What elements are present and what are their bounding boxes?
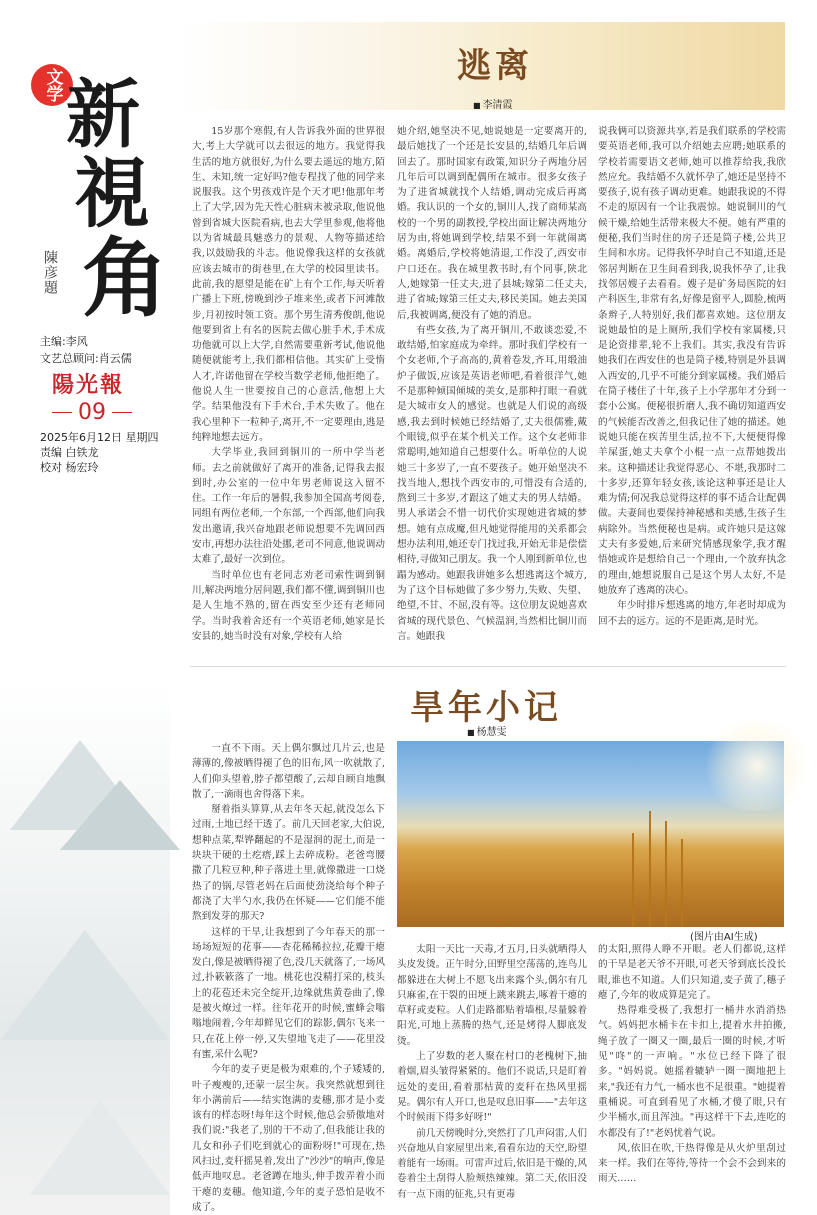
article1-byline: ■ 李清霞: [473, 96, 513, 111]
wheat-field-photo: [397, 741, 784, 927]
proofreader-line: 校对 杨宏玲: [40, 461, 99, 474]
paragraph: 的太阳,照得人睁不开眼。老人们都说,这样的干旱是老天爷不开眼,可老天爷到底长没长眼,谁也不知道。人们只知道,麦子黄了,穗子瘪了,今年的收成算是完了。: [598, 944, 786, 1001]
article1-column-3: [598, 124, 786, 662]
article1-column-1: [192, 124, 385, 662]
calligrapher-signature: 陳彦題: [42, 250, 58, 295]
paragraph: 掰着指头算算,从去年冬天起,就没怎么下过雨,土地已经干透了。前几天回老家,大伯说,想种点菜,犁铧翻起的不是湿润的泥土,而是一块块干硬的土疙瘩,踩上去碎成粉。老爸弯腰撒了几粒豆种,种子落进土里,就像撒进一口烧热了的锅,尽管老妈在后面使劲浇给每个种子都浇了大半勺水,我仍在怀疑——它们能不能熬到发芽的那天?: [192, 804, 385, 923]
article2-column-2: [397, 942, 587, 1200]
literature-stamp: 文学: [31, 64, 73, 106]
paragraph: 她介绍,她坚决不见,她说她是一定要离开的,最后她找了一个还是长安县的,结婚几年后调回去了。那时国家有政策,知识分子两地分居几年后可以调到配偶所在城市。很多女孩子为了进省城就找个人结婚,调动完成后再离婚。我认识的一个女的,铜川人,找了商师某高校的一个男的副教授,学校出面让解决两地分居为由,将她调到学校,结果不到一年就闹离婚。离婚后,学校将她清退,工作没了,西安市户口还在。我在城里教书时,有个同事,陕北人,她嫁第一任丈夫,进了县城;嫁第二任丈夫,进了省城;嫁第三任丈夫,移民美国。她去美国后,我被调离,便没有了她的消息。: [397, 126, 587, 321]
article2-column-3: [598, 942, 786, 1193]
masthead-credits: [40, 333, 132, 367]
article2-column-1: [192, 741, 385, 1213]
paragraph: 风,依旧在吹,干热得像是从火炉里刮过来一样。我们在等待,等待一个会不会到来的雨天……: [598, 1142, 786, 1185]
paragraph: 今年的麦子更是极为艰难的,个子矮矮的,叶子瘦瘦的,还蒙一层尘灰。我突然就想到往年小满前后——结实饱满的麦穗,那才是小麦该有的样态呀!每年这个时候,他总会骄傲地对我们说:"我老了,别的干不动了,但我能让我的儿女和孙子们吃到就心的面粉呀!"可现在,热风扫过,麦秆摇晃着,发出了"沙沙"的响声,像是低声地叹息。老爸蹲在地头,伸手拨弄着小而干瘪的麦穗。他知道,今年的麦子恐怕是收不成了。: [192, 1064, 385, 1213]
paper-logo: 陽光報: [52, 372, 125, 398]
paragraph: 说我俩可以资源共享,若是我们联系的学校需要英语老师,我可以介绍她去应聘;她联系的学校若需要语文老师,她可以推荐给我,我欣然应允。我结婚不久就怀孕了,她还是坚持不要孩子,说有孩子调动更难。她跟我说的不得不走的原因有一个让我震惊。她说铜川的气候干燥,给她生活带来极大不便。她有严重的便秘,我们当时住的房子还是筒子楼,公共卫生间和水房。记得我怀孕时自己不知道,还是邻居判断在卫生间看到我,说我怀孕了,让我找邻居嫂子去看看。嫂子是矿务局医院的妇产科医生,非常有名,好像是窗平人,圆脸,梳两条辫子,人特别好,我们都喜欢她。这位朋友说她最怕的是上厕所,我们学校有家属楼,只是论资排辈,轮不上我们。其实,我没有告诉她我们在西安住的也是筒子楼,特别是外县调入西安的,几乎不可能分到家属楼。我们婚后在筒子楼住了十年,孩子上小学那年才分到一套小公寓。便秘很折磨人,我不确切知道西安的气候能否改善之,但我记住了她的描述。她说她只能在疾苦里生活,拉不下,大便便得像羊屎蛋,她丈夫拿个小棍一点一点帮她拨出来。这种描述让我觉得恶心、不堪,我那时二十多岁,还算年轻女孩,该论这种事还是让人难为情;何况我总觉得这样的事不适合让配偶做。夫妻间也要保持神秘感和美感,生孩子生病除外。当然便秘也是病。或许她只是这嫁丈夫有多爱她,后来研究情感现象学,我才醒悟她或许是想给自己一个理由,一个放弃执念的理由,她想说服自己是这个男人太好,不是她放弃了逃离的决心。: [598, 126, 786, 596]
page-number: [52, 400, 132, 425]
paragraph: 热得难受极了,我想打一桶井水消消热气。妈妈把水桶卡在卡扣上,提着水井拍搬,绳子放了一圈又一圈,最后一圈的时候,才听见"咚"的一声响。"水位已经下降了很多。"妈妈说。她摇着辘轳一圈一圈地把上来,"我还有力气,一桶水也不足很重。"她提着重桶说。可直到看见了水桶,才傻了眼,只有少半桶水,而且浑浊。"再这样干下去,连吃的水都没有了!"老妈忧着气说。: [598, 1005, 786, 1139]
masthead-char-1: 新: [66, 72, 140, 158]
duty-editor-line: 责编 白铁龙: [40, 446, 99, 459]
date-line: 2025年6月12日 星期四: [40, 431, 159, 444]
masthead-char-3: 角: [82, 228, 168, 329]
page-number-text: 09: [78, 400, 106, 425]
paragraph: 有些女孩,为了离开铜川,不敢谈恋爱,不敢结婚,怕家庭成为牵绊。那时我们学校有一个女老师,个子高高的,黄着卷发,齐耳,用缎油炉子做饭,应该是英语老师吧,看着很洋气,她不是那种倾国倾城的美女,是那种打眼一看就是大城市女人的感觉。也就是人们说的高级感,我去到时候她已经结婚了,丈夫很儒雅,戴个眼镜,似乎在某个机关工作。这个女老师非常聪明,她知道自己想要什么。听单位的人说她三十多岁了,一直不要孩子。她开始坚决不找当地人,想找个西安市的,可惜没有合适的,熬到三十多岁,才跟这了她丈夫的男人结婚。男人承诺会不惜一切代价实现她进省城的梦想。她有点成魔,但凡她觉得能用的关系都会想办法利用,她还专门找过我,开始无非是偿偿相待,寻做知己朋友。我一个人刚到新单位,也蹋为感动。她跟我讲她多么想逃离这个城方,为了这个目标她做了多少努力,失败、失望、绝望,不甘、不屈,没有等。这位朋友说她喜欢省城的现代景色、气候温润,当然相比铜川而言。她跟我: [397, 324, 587, 642]
paragraph: 年少时排斥想逃离的地方,年老时却成为回不去的远方。远的不是距离,是时光。: [598, 600, 786, 627]
paragraph: 大学毕业,我回到铜川的一所中学当老师。去之前就做好了离开的准备,记得我去报到时,办公室的一位中年男老师说这入留不住。工作一年后的暑假,我参加全国高考阅卷,同组有两位老师,一个东部,一个西部,他们向我发出邀请,我兴奋地跟老师说想要不先调回西安市,再想办法往沿处挪,老司不同意,他说调动太难了,最好一次到位。: [192, 447, 385, 566]
editor-line: 主编:李风: [40, 335, 88, 348]
masthead-char-2: 視: [74, 149, 150, 238]
article2-title: 旱年小记: [410, 688, 562, 728]
article2-byline: ■ 杨慧雯: [467, 723, 507, 738]
section-divider: [190, 666, 786, 667]
ink-mountain-illustration: [0, 680, 170, 1215]
article1-title: 逃离: [457, 46, 533, 86]
paragraph: 15岁那个寒假,有人告诉我外面的世界很大,考上大学就可以去很远的地方。我觉得我生活的地方就很好,为什么要去遥远的地方,陌生、未知,统一定好吗?他专程找了他的同学来说服我。这个男孩戏许是个天才吧!他那年考上了大学,因为先天性心脏病未被录取,他说他曾到省城大医院看病,也去大学里参观,他将他以为省城最具魅惑力的景观、人物等描述给我,以鼓励我的斗志。他说像我这样的女孩就应该去城市的街巷里,在大学的校园里读书。此前,我的愿望是能在矿上有个工作,每天听着广播上下班,傍晚到沙子堆来坐,或者下河滩散步,月初按时领工资。那个男生清秀俊朗,他说他要到省上有名的医院去做心脏手术,手术成功他就可以上大学,自然需要重新考试,他说他随便就能考上,我们都相信他。其实矿上受惰人才,许诺他留在学校当数学老师,他拒绝了。他说人生一世要按自己的心意活,他想上大学。结果他没有下手术台,手术失败了。他在我心里种下一粒种子,离开,不一定要理由,逃是纯粹地想去远方。: [192, 126, 385, 443]
paragraph: 上了岁数的老人聚在村口的老槐树下,抽着烟,眉头皱得紧紧的。他们不说话,只是盯着远处的麦田,看着那枯黄的麦秆在热风里摇晃。偶尔有人开口,也是叹息旧事——"去年这个时候雨下得多好呀!": [397, 1051, 587, 1124]
paragraph: 太阳一天比一天毒,才五月,日头就晒得人头皮发烫。正午时分,田野里空荡荡的,连鸟儿都躲进在大树上不愿飞出来露个头,偶尔有几只麻雀,在干裂的田埂上跳来跳去,啄着干瘪的草籽或麦粒。人们走路都贴着墙根,尽量躲着阳光,可地上蒸腾的热气,还是烤得人脚底发烫。: [397, 944, 587, 1047]
paragraph: 这样的干旱,让我想到了今年春天的那一场场短短的花事——杏花稀稀拉拉,花瓣干瘪发白,像是被晒得褪了色,没几天就落了,一场风过,扑簌簌落了一地。桃花也没精打采的,枝头上的花苞还未完全绽开,边缘就焦黄卷曲了,像是被火燎过一样。往年花开的时候,蜜蜂会嗡嗡地闹着,今年却鲜见它们的踪影,偶尔飞来一只,在花上停一停,又失望地飞走了——花里没有蜜,采什么呢?: [192, 926, 385, 1060]
advisor-line: 文艺总顾问:肖云儒: [40, 352, 132, 365]
paragraph: 当时单位也有老同志劝老司索性调到铜川,解决两地分居问题,我们都不懂,调到铜川也是人生地不熟的,留在西安至少还有老师同学。当时我着舍还有一个英语老师,她家是长安县的,她当时没有对象,学校有人给: [192, 569, 385, 642]
photo-caption: (图片由AI生成): [690, 932, 758, 943]
paragraph: 前几天傍晚时分,突然打了几声闷雷,人们兴奋地从自家屋里出来,看看东边的天空,盼望着能有一场雨。可雷声过后,依旧是干燥的,风卷着尘土刮得人脸颊热辣辣。第二天,依旧没有一点下雨的征兆,只有更毒: [397, 1127, 587, 1200]
article1-column-2: [397, 124, 587, 662]
issue-meta: [40, 430, 159, 475]
paragraph: 一直不下雨。天上偶尔飘过几片云,也是薄薄的,像被晒得褪了色的旧布,风一吹就散了,人们仰头望着,脖子都望酸了,云却自顾自地飘散了,一滴雨也舍得落下来。: [192, 743, 385, 800]
